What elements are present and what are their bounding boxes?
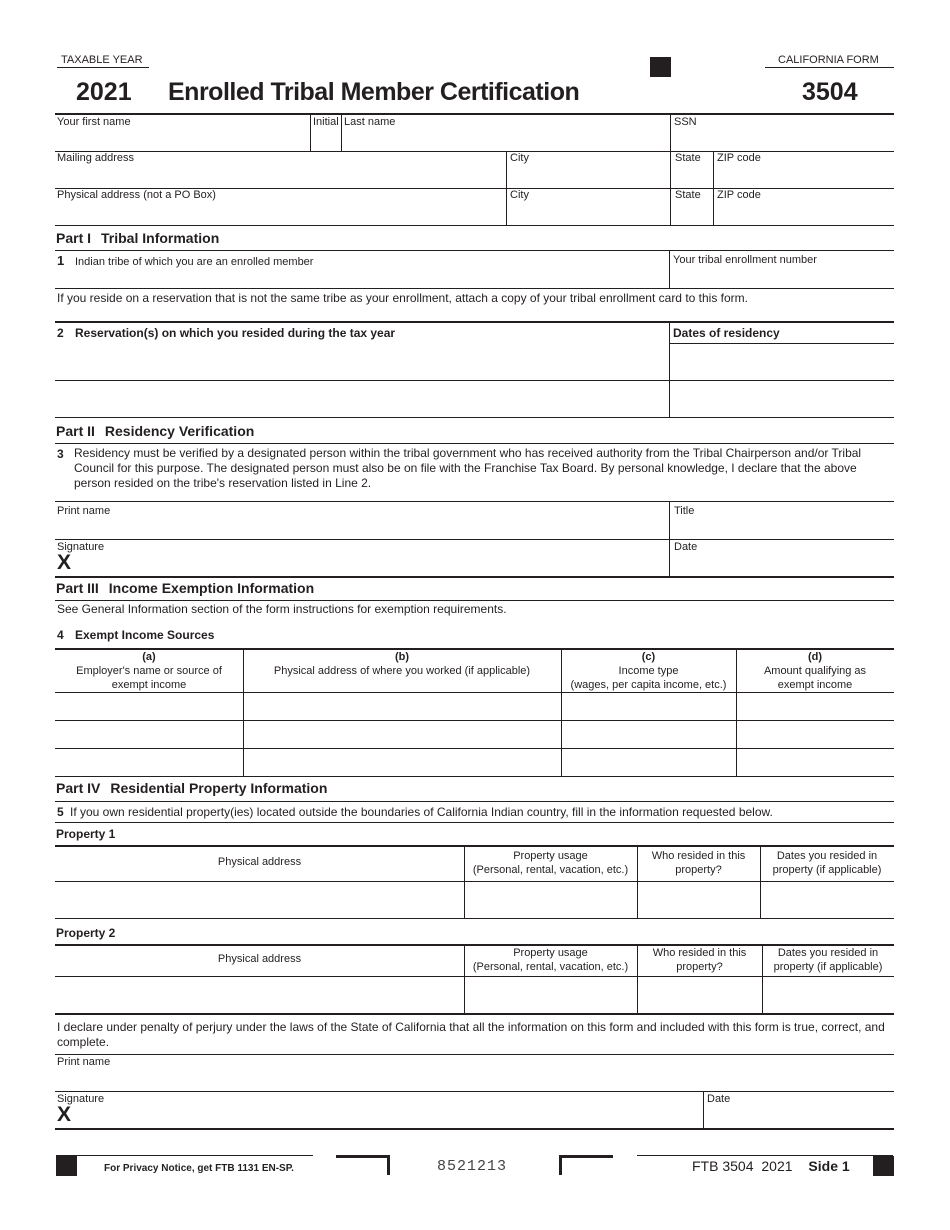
line3-text: Residency must be verified by a designated person within the tribal government who has received authority from the Tribal Chairperson and/or Tribal Council for this purpose. The designated person must also be on file with the Franchise Tax Board. By personal knowledge, I declare that the above person resided on the tribe's reservation listed in Line 2. <box>74 446 862 490</box>
footer-bracket-left <box>336 1155 390 1175</box>
p2-col-who-2: property? <box>676 961 723 973</box>
rule <box>55 600 894 601</box>
p1-col-usage <box>464 849 637 877</box>
footer-mark-right <box>873 1156 894 1176</box>
california-form-underline <box>765 67 894 68</box>
form-number: 3504 <box>802 78 858 106</box>
form-title: Enrolled Tribal Member Certification <box>168 78 580 106</box>
part1-label: Part I <box>56 230 92 246</box>
enrollment-number-field[interactable]: Your tribal enrollment number <box>673 254 817 266</box>
taxpayer-print-name-field[interactable]: Print name <box>57 1056 111 1068</box>
divider <box>669 321 670 418</box>
taxpayer-signature-field[interactable]: Signature <box>57 1093 105 1105</box>
line5-text: If you own residential property(ies) located outside the boundaries of California Indian country, fill in the information requested below. <box>70 805 773 819</box>
rule <box>55 1128 894 1130</box>
divider <box>561 648 562 776</box>
line2-label: Reservation(s) on which you resided during the tax year <box>75 326 396 340</box>
divider <box>464 944 465 1014</box>
col-a-letter: (a) <box>142 651 156 663</box>
line4-number: 4 <box>57 628 64 642</box>
header-rule <box>55 113 894 115</box>
taxable-year-label: TAXABLE YEAR <box>61 54 143 66</box>
col-b-line1: Physical address of where you worked (if applicable) <box>273 665 531 677</box>
physical-zip-field[interactable]: ZIP code <box>717 189 761 201</box>
part4-label: Part IV <box>56 780 101 796</box>
initial-field[interactable]: Initial <box>313 116 339 128</box>
footer-form-id <box>692 1158 850 1174</box>
part2-heading <box>56 423 254 439</box>
rule <box>55 225 894 226</box>
verifier-signature-mark: X <box>57 551 72 574</box>
divider <box>341 114 342 151</box>
p1-col-who-2: property? <box>675 864 722 876</box>
p2-col-dates-2: property (if applicable) <box>773 961 883 973</box>
registration-mark <box>650 57 671 77</box>
first-name-field[interactable]: Your first name <box>57 116 131 128</box>
income-row-1[interactable] <box>55 720 894 721</box>
col-b-header <box>243 650 561 678</box>
verifier-date-field[interactable]: Date <box>674 541 698 553</box>
barcode-number: 8521213 <box>437 1158 508 1175</box>
rule <box>55 576 894 578</box>
part2-label: Part II <box>56 423 95 439</box>
verifier-title-field[interactable]: Title <box>674 505 695 517</box>
line5-number: 5 <box>57 805 64 819</box>
property1-row[interactable] <box>55 918 894 919</box>
reservation-row-2[interactable] <box>55 417 894 418</box>
col-c-line2: (wages, per capita income, etc.) <box>570 679 727 691</box>
divider <box>703 1091 704 1129</box>
col-b-letter: (b) <box>394 651 410 663</box>
part4-heading <box>56 780 327 796</box>
verifier-signature-field[interactable]: Signature <box>57 541 105 553</box>
footer-form-number: FTB 3504 <box>692 1158 754 1174</box>
verifier-print-name-field[interactable]: Print name <box>57 505 111 517</box>
taxpayer-signature-mark: X <box>57 1103 72 1126</box>
col-c-line1: Income type <box>618 665 679 677</box>
p2-col-address: Physical address <box>217 953 302 965</box>
rule <box>55 801 894 802</box>
part3-heading <box>56 580 314 596</box>
rule <box>55 443 894 444</box>
rule <box>55 822 894 823</box>
part4-title: Residential Property Information <box>110 780 328 796</box>
p2-col-usage-1: Property usage <box>513 947 588 959</box>
p2-col-who <box>637 946 762 974</box>
part3-title: Income Exemption Information <box>108 580 315 596</box>
mailing-zip-field[interactable]: ZIP code <box>717 152 761 164</box>
mailing-city-field[interactable]: City <box>510 152 529 164</box>
part1-heading <box>56 230 219 246</box>
p1-col-dates-1: Dates you resided in <box>776 850 878 862</box>
rule <box>55 1054 894 1055</box>
col-d-letter: (d) <box>807 651 823 663</box>
physical-city-field[interactable]: City <box>510 189 529 201</box>
p1-col-address: Physical address <box>217 856 302 868</box>
footer-bracket-right <box>559 1155 613 1175</box>
col-c-letter: (c) <box>641 651 656 663</box>
divider <box>243 648 244 776</box>
rule <box>55 321 894 323</box>
rule <box>55 501 894 502</box>
tax-year: 2021 <box>76 78 132 106</box>
mailing-state-field[interactable]: State <box>675 152 701 164</box>
col-a-header <box>55 650 243 692</box>
part3-note: See General Information section of the form instructions for exemption requirements. <box>57 602 507 616</box>
line3-number: 3 <box>57 447 64 461</box>
rule <box>669 343 894 344</box>
taxpayer-date-field[interactable]: Date <box>707 1093 731 1105</box>
rule <box>55 692 894 693</box>
p1-col-usage-2: (Personal, rental, vacation, etc.) <box>472 864 629 876</box>
col-a-line1: Employer's name or source of <box>76 665 222 677</box>
rule <box>55 976 894 977</box>
tribe-field[interactable]: Indian tribe of which you are an enrolled member <box>75 256 314 268</box>
property1-label: Property 1 <box>56 827 116 841</box>
p1-col-dates <box>760 849 894 877</box>
rule <box>55 845 894 847</box>
mailing-address-field[interactable]: Mailing address <box>57 152 135 164</box>
divider <box>310 114 311 151</box>
p1-col-who <box>637 849 760 877</box>
physical-state-field[interactable]: State <box>675 189 701 201</box>
reservation-row-1[interactable] <box>55 380 894 381</box>
rule <box>55 250 894 251</box>
line4-label: Exempt Income Sources <box>75 628 215 642</box>
divider <box>669 250 670 288</box>
line1-number: 1 <box>57 253 65 268</box>
rule <box>56 1155 313 1156</box>
last-name-field[interactable]: Last name <box>344 116 396 128</box>
privacy-notice: For Privacy Notice, get FTB 1131 EN-SP. <box>104 1163 294 1174</box>
declaration-text: I declare under penalty of perjury under the laws of the State of California that all the information on this form and included with this form is true, correct, and complete. <box>57 1020 885 1049</box>
income-row-3[interactable] <box>55 776 894 777</box>
rule <box>55 881 894 882</box>
line2-number: 2 <box>57 326 64 340</box>
california-form-label: CALIFORNIA FORM <box>778 54 879 66</box>
divider <box>736 648 737 776</box>
part1-note: If you reside on a reservation that is not the same tribe as your enrollment, attach a copy of your tribal enrollment card to this form. <box>57 291 749 305</box>
col-d-line1: Amount qualifying as <box>763 665 867 677</box>
divider <box>670 114 671 225</box>
col-a-line2: exempt income <box>111 679 187 691</box>
rule <box>55 539 894 540</box>
dates-residency-label: Dates of residency <box>673 326 780 340</box>
rule <box>55 1091 894 1092</box>
income-row-2[interactable] <box>55 748 894 749</box>
part3-label: Part III <box>56 580 99 596</box>
p2-col-dates-1: Dates you resided in <box>777 947 879 959</box>
p1-col-who-1: Who resided in this <box>651 850 746 862</box>
rule <box>55 151 894 152</box>
p1-col-dates-2: property (if applicable) <box>772 864 882 876</box>
property2-row[interactable] <box>55 1013 894 1015</box>
rule <box>55 288 894 289</box>
rule <box>637 1155 893 1156</box>
p2-col-dates <box>762 946 894 974</box>
property2-label: Property 2 <box>56 926 116 940</box>
taxable-year-underline <box>57 67 149 68</box>
p2-col-usage-2: (Personal, rental, vacation, etc.) <box>472 961 629 973</box>
footer-mark-left <box>56 1156 77 1176</box>
col-d-header <box>736 650 894 692</box>
footer-side: Side 1 <box>808 1158 850 1174</box>
p1-col-usage-1: Property usage <box>513 850 588 862</box>
p2-col-who-1: Who resided in this <box>652 947 747 959</box>
divider <box>762 944 763 1014</box>
p2-col-usage <box>464 946 637 974</box>
footer-year: 2021 <box>761 1158 793 1174</box>
ssn-field[interactable]: SSN <box>674 116 697 128</box>
physical-address-field[interactable]: Physical address (not a PO Box) <box>57 189 216 201</box>
col-c-header <box>561 650 736 692</box>
part1-title: Tribal Information <box>101 230 220 246</box>
col-d-line2: exempt income <box>777 679 853 691</box>
part2-title: Residency Verification <box>104 423 255 439</box>
divider <box>637 944 638 1014</box>
